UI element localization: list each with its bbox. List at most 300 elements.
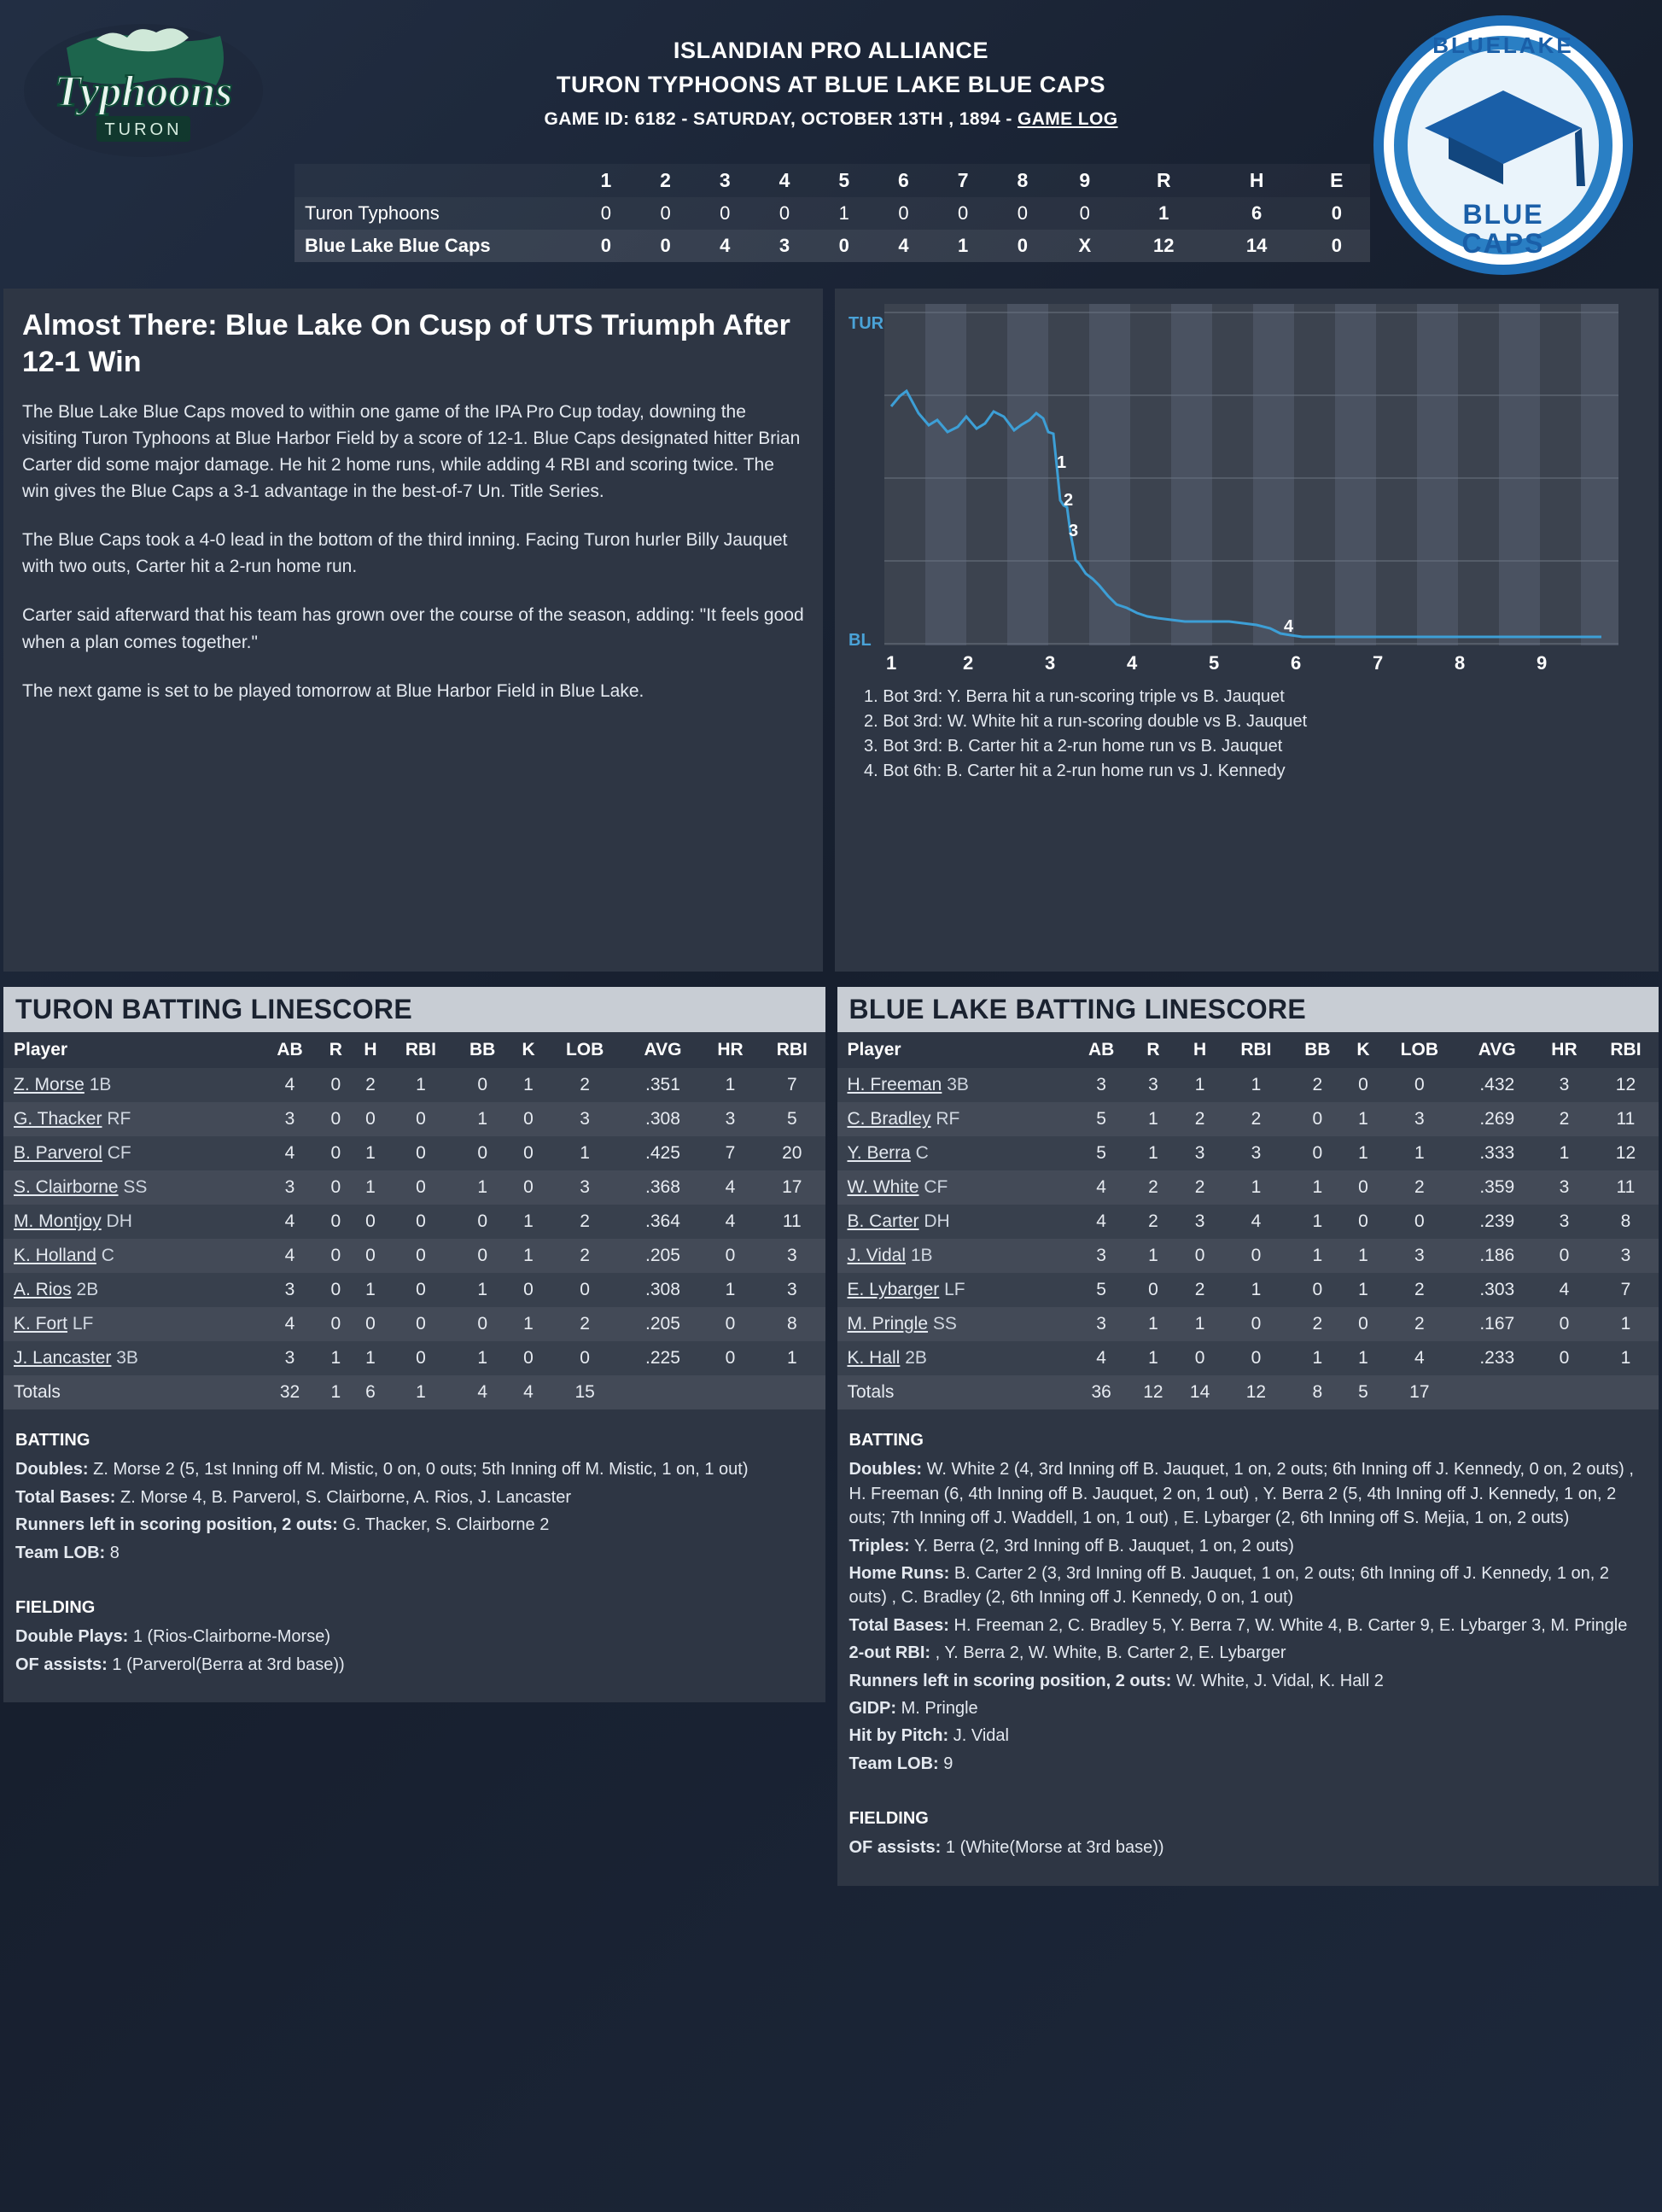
svg-text:1: 1 [886, 652, 897, 674]
totals-avg [1458, 1375, 1536, 1409]
player-link[interactable]: G. Thacker [14, 1109, 102, 1129]
turon-player-6 [3, 1273, 261, 1307]
turon-col-avg: AVG [624, 1032, 702, 1068]
turon-totals-row [3, 1375, 825, 1409]
cell-k: 0 [523, 1348, 534, 1368]
cell-hr: 4 [725, 1177, 736, 1197]
bluelake-col-ab: AB [1073, 1032, 1130, 1068]
cell-h: 1 [1194, 1075, 1205, 1094]
linescore-away-inn8: 0 [1017, 202, 1029, 224]
svg-text:3: 3 [1045, 652, 1056, 674]
cell-r: 1 [1148, 1246, 1158, 1265]
cell-ab: 4 [284, 1143, 295, 1163]
linescore-col-team [294, 164, 576, 197]
linescore-col-4: 4 [755, 164, 814, 197]
player-position: LF [944, 1280, 965, 1299]
cell-rbi: 0 [416, 1348, 426, 1368]
player-link[interactable]: Z. Morse [14, 1075, 85, 1094]
win-probability-svg [884, 304, 1618, 680]
cell-rbi: 3 [1251, 1143, 1262, 1163]
bluelake-col-bb: BB [1289, 1032, 1346, 1068]
cell-bb: 2 [1312, 1075, 1323, 1094]
cell-bb: 1 [1312, 1348, 1323, 1368]
cell-bb: 0 [477, 1314, 487, 1334]
player-position: LF [72, 1314, 94, 1334]
line-text: W. White 2 (4, 3rd Inning off B. Jauquet, 1 on, 2 outs; 6th Inning off J. Kennedy, 0 on, 2 outs) , H. Freeman (6, 4th Inning off B. Jauquet, 2 on, 1 out) , Y. Berra 2 (5, 4th Inning off J. Kennedy, 1 on, 2 outs; 7th Inning off J. Waddell, 1 on, 1 out) , E. Lybarger (2, 6th Inning off S. Mejia, 1 on, 2 outs) [848, 1460, 1634, 1528]
linescore-col-3: 3 [695, 164, 755, 197]
bluelake-batting-line-1 [849, 1534, 1647, 1558]
player-position: 2B [905, 1348, 927, 1368]
spacer [849, 1779, 1647, 1798]
bluelake-batting-column [837, 987, 1659, 1886]
bluelake-player-4 [837, 1205, 1073, 1239]
chart-note-4: 4. Bot 6th: B. Carter hit a 2-run home run vs J. Kennedy [864, 762, 1286, 780]
recap-paragraph-4: The next game is set to be played tomorrow at Blue Harbor Field in Blue Lake. [22, 680, 644, 701]
bluelake-player-3 [837, 1170, 1073, 1205]
svg-text:3: 3 [1069, 522, 1079, 540]
cell-hr: 1 [725, 1075, 736, 1094]
player-position: C [101, 1246, 114, 1265]
table-row [837, 1307, 1659, 1341]
cell-h: 2 [365, 1075, 376, 1094]
player-link[interactable]: B. Parverol [14, 1143, 102, 1163]
player-position: CF [924, 1177, 948, 1197]
turon-col-k: K [511, 1032, 546, 1068]
table-row [3, 1205, 825, 1239]
line-label: Doubles: [15, 1460, 89, 1480]
line-label: Runners left in scoring position, 2 outs: [848, 1671, 1172, 1690]
linescore-col-7: 7 [933, 164, 993, 197]
player-position: 3B [116, 1348, 138, 1368]
turon-col-rbi: RBI [388, 1032, 453, 1068]
table-row [837, 1136, 1659, 1170]
cell-ab: 3 [284, 1109, 295, 1129]
cell-lob: 2 [1414, 1314, 1425, 1334]
cell-ab: 4 [284, 1314, 295, 1334]
cell-ab: 5 [1096, 1280, 1106, 1299]
line-label: OF assists: [15, 1655, 108, 1674]
totals-r: 12 [1143, 1382, 1163, 1402]
bluelake-col-hr: HR [1536, 1032, 1593, 1068]
table-row [837, 1068, 1659, 1102]
linescore-away-inn7: 0 [958, 202, 969, 224]
bluelake-col-k: K [1346, 1032, 1380, 1068]
cell-hr: 7 [725, 1143, 736, 1163]
cell-bb: 2 [1312, 1314, 1323, 1334]
cell-r: 0 [330, 1177, 341, 1197]
player-link[interactable]: J. Lancaster [14, 1348, 112, 1368]
svg-text:8: 8 [1455, 652, 1466, 674]
cell-h: 1 [365, 1348, 376, 1368]
chart-axis-label-bl: BL [848, 631, 872, 650]
table-row [3, 1273, 825, 1307]
table-row [837, 1239, 1659, 1273]
chart-plot-area [848, 304, 1643, 680]
linescore-home-hits: 14 [1245, 235, 1268, 256]
player-position: RF [936, 1109, 960, 1129]
bluelake-batting-line-5 [849, 1669, 1647, 1693]
turon-player-4 [3, 1205, 261, 1239]
cell-avg: .269 [1479, 1109, 1515, 1129]
cell-rbi-season: 11 [1616, 1109, 1636, 1129]
cell-k: 1 [523, 1075, 534, 1094]
cell-rbi: 0 [416, 1246, 426, 1265]
chart-axis-label-tur: TUR [848, 314, 884, 333]
cell-rbi: 1 [1251, 1075, 1262, 1094]
turon-col-r: R [318, 1032, 353, 1068]
linescore-home-runs: 12 [1153, 235, 1175, 256]
cell-bb: 0 [477, 1246, 487, 1265]
totals-h: 6 [365, 1382, 376, 1402]
cell-lob: 0 [580, 1280, 590, 1299]
cell-lob: 4 [1414, 1348, 1425, 1368]
line-label: Total Bases: [848, 1615, 949, 1635]
cell-lob: 3 [1414, 1246, 1425, 1265]
bluelake-batting-head: BATTING [848, 1431, 924, 1450]
line-label: Team LOB: [848, 1754, 939, 1773]
cell-r: 0 [330, 1211, 341, 1231]
bluelake-batting-line-0 [849, 1457, 1647, 1530]
linescore-away-inn2: 0 [660, 202, 671, 224]
cell-lob: 3 [1414, 1109, 1425, 1129]
svg-text:Typhoons: Typhoons [54, 67, 233, 116]
cell-ab: 4 [1096, 1348, 1106, 1368]
cell-avg: .225 [645, 1348, 680, 1368]
player-link[interactable]: E. Lybarger [847, 1280, 940, 1299]
bluelake-batting-title: BLUE LAKE BATTING LINESCORE [837, 987, 1659, 1032]
cell-bb: 1 [1312, 1246, 1323, 1265]
cell-ab: 3 [284, 1280, 295, 1299]
cell-k: 0 [523, 1109, 534, 1129]
cell-lob: 0 [1414, 1075, 1425, 1094]
cell-r: 0 [330, 1109, 341, 1129]
chart-note-1: 1. Bot 3rd: Y. Berra hit a run-scoring triple vs B. Jauquet [864, 687, 1285, 706]
table-row [837, 1341, 1659, 1375]
linescore-col-6: 6 [874, 164, 934, 197]
linescore-away-hits: 6 [1251, 202, 1263, 224]
player-link[interactable]: M. Pringle [847, 1314, 929, 1334]
cell-lob: 2 [1414, 1280, 1425, 1299]
totals-h: 14 [1189, 1382, 1210, 1402]
cell-bb: 0 [1312, 1143, 1323, 1163]
player-position: RF [107, 1109, 131, 1129]
player-position: 3B [947, 1075, 969, 1094]
player-link[interactable]: B. Carter [847, 1211, 919, 1231]
linescore-col-8: 8 [993, 164, 1053, 197]
batting-linescores [0, 972, 1662, 1886]
player-position: DH [924, 1211, 950, 1231]
cell-k: 1 [1358, 1348, 1368, 1368]
line-label: Double Plays: [15, 1627, 129, 1647]
cell-r: 2 [1148, 1211, 1158, 1231]
turon-col-lob: LOB [545, 1032, 624, 1068]
player-link[interactable]: J. Vidal [847, 1246, 906, 1265]
linescore-header-row [294, 164, 1370, 197]
turon-col-hr: HR [702, 1032, 759, 1068]
player-link[interactable]: H. Freeman [847, 1075, 942, 1094]
cell-ab: 3 [284, 1177, 295, 1197]
linescore-home-inn8: 0 [1017, 235, 1029, 256]
cell-rbi-season: 17 [782, 1177, 802, 1197]
cell-k: 0 [523, 1177, 534, 1197]
turon-batting-line-0 [15, 1457, 814, 1481]
line-text: 9 [938, 1754, 953, 1773]
line-label: Home Runs: [848, 1563, 950, 1583]
player-link[interactable]: K. Fort [14, 1314, 68, 1334]
linescore-col-9: 9 [1053, 164, 1117, 197]
linescore-away-inn9: 0 [1079, 202, 1090, 224]
cell-hr: 4 [1559, 1280, 1570, 1299]
player-position: SS [123, 1177, 148, 1197]
cell-lob: 0 [580, 1348, 590, 1368]
linescore-table-wrapper [294, 164, 1370, 262]
totals-ab: 32 [279, 1382, 300, 1402]
cell-rbi-season: 3 [786, 1246, 797, 1265]
cell-r: 0 [330, 1143, 341, 1163]
totals-rbi-season [1593, 1375, 1659, 1409]
cell-k: 0 [1358, 1075, 1368, 1094]
bluelake-col-r: R [1130, 1032, 1177, 1068]
player-link[interactable]: K. Holland [14, 1246, 96, 1265]
linescore-home-inn7: 1 [958, 235, 969, 256]
player-position: SS [932, 1314, 957, 1334]
player-link[interactable]: Y. Berra [847, 1143, 911, 1163]
line-text: 1 (White(Morse at 3rd base)) [941, 1838, 1164, 1858]
game-info-text: GAME ID: 6182 - SATURDAY, OCTOBER 13TH , 1894 - [544, 109, 1018, 129]
cell-avg: .308 [645, 1280, 680, 1299]
player-link[interactable]: A. Rios [14, 1280, 72, 1299]
svg-text:CAPS: CAPS [1461, 228, 1545, 259]
cell-avg: .233 [1479, 1348, 1515, 1368]
cell-k: 0 [1358, 1177, 1368, 1197]
bluelake-col-player: Player [837, 1032, 1073, 1068]
turon-col-h: H [353, 1032, 388, 1068]
svg-text:4: 4 [1127, 652, 1138, 674]
line-text: , Y. Berra 2, W. White, B. Carter 2, E. Lybarger [930, 1643, 1286, 1663]
cell-ab: 3 [1096, 1075, 1106, 1094]
totals-k: 5 [1358, 1382, 1368, 1402]
bluelake-batting-line-7 [849, 1724, 1647, 1748]
cell-rbi: 4 [1251, 1211, 1262, 1231]
turon-player-5 [3, 1239, 261, 1273]
line-text: H. Freeman 2, C. Bradley 5, Y. Berra 7, W. White 4, B. Carter 9, E. Lybarger 3, M. Pringle [948, 1615, 1628, 1635]
cell-hr: 1 [1559, 1143, 1570, 1163]
line-text: Z. Morse 2 (5, 1st Inning off M. Mistic, 0 on, 0 outs; 5th Inning off M. Mistic, 1 on, 1 out) [88, 1460, 749, 1480]
player-position: 2B [76, 1280, 99, 1299]
bluelake-batting-line-2 [849, 1561, 1647, 1610]
linescore-home-inn3: 4 [720, 235, 731, 256]
cell-rbi: 0 [416, 1314, 426, 1334]
table-row [837, 1273, 1659, 1307]
chart-note-2: 2. Bot 3rd: W. White hit a run-scoring double vs B. Jauquet [864, 712, 1308, 731]
cell-rbi-season: 11 [1616, 1177, 1636, 1197]
cell-r: 1 [1148, 1348, 1158, 1368]
svg-text:5: 5 [1209, 652, 1220, 674]
cell-rbi: 0 [416, 1143, 426, 1163]
cell-avg: .308 [645, 1109, 680, 1129]
cell-hr: 0 [1559, 1314, 1570, 1334]
cell-lob: 2 [580, 1246, 590, 1265]
cell-ab: 4 [284, 1211, 295, 1231]
cell-ab: 4 [284, 1075, 295, 1094]
linescore-away-inn5: 1 [838, 202, 849, 224]
cell-h: 1 [365, 1280, 376, 1299]
totals-rbi: 12 [1245, 1382, 1267, 1402]
chart-notes [864, 685, 1643, 784]
cell-lob: 3 [580, 1177, 590, 1197]
cell-bb: 1 [1312, 1211, 1323, 1231]
cell-ab: 3 [284, 1348, 295, 1368]
cell-k: 1 [1358, 1280, 1368, 1299]
cell-avg: .364 [645, 1211, 680, 1231]
totals-k: 4 [523, 1382, 534, 1402]
line-label: Total Bases: [15, 1487, 116, 1507]
cell-r: 0 [330, 1246, 341, 1265]
line-text: G. Thacker, S. Clairborne 2 [337, 1515, 550, 1535]
cell-bb: 1 [477, 1177, 487, 1197]
player-link[interactable]: K. Hall [847, 1348, 901, 1368]
totals-rbi-season [759, 1375, 825, 1409]
recap-paragraph-2: The Blue Caps took a 4-0 lead in the bottom of the third inning. Facing Turon hurler Billy Jauquet with two outs, Carter hit a 2-run home run. [22, 530, 788, 577]
player-link[interactable]: C. Bradley [847, 1109, 931, 1129]
cell-bb: 1 [477, 1348, 487, 1368]
cell-bb: 0 [477, 1075, 487, 1094]
cell-r: 3 [1148, 1075, 1158, 1094]
turon-batting-column [3, 987, 825, 1886]
bluelake-col-rbi-season: RBI [1593, 1032, 1659, 1068]
cell-rbi-season: 8 [786, 1314, 797, 1334]
totals-lob: 15 [574, 1382, 595, 1402]
cell-hr: 3 [1559, 1211, 1570, 1231]
cell-k: 0 [523, 1143, 534, 1163]
cell-avg: .186 [1479, 1246, 1515, 1265]
table-row [837, 1170, 1659, 1205]
svg-text:7: 7 [1373, 652, 1384, 674]
totals-r: 1 [330, 1382, 341, 1402]
linescore-home-inn4: 3 [779, 235, 790, 256]
player-position: 1B [910, 1246, 933, 1265]
turon-batting-line-1 [15, 1485, 814, 1509]
totals-lob: 17 [1409, 1382, 1430, 1402]
table-row [3, 1136, 825, 1170]
game-recap-panel [3, 289, 823, 972]
line-text: Y. Berra (2, 3rd Inning off B. Jauquet, 1 on, 2 outs) [909, 1536, 1294, 1555]
linescore-col-5: 5 [814, 164, 874, 197]
bluelake-batting-line-4 [849, 1641, 1647, 1665]
cell-rbi: 0 [1251, 1314, 1262, 1334]
cell-h: 1 [365, 1143, 376, 1163]
linescore-col-e: E [1303, 164, 1370, 197]
win-probability-chart-panel [835, 289, 1659, 972]
cell-h: 3 [1194, 1143, 1205, 1163]
cell-avg: .205 [645, 1314, 680, 1334]
cell-h: 1 [1194, 1314, 1205, 1334]
linescore-away-runs: 1 [1158, 202, 1169, 224]
cell-hr: 0 [725, 1246, 736, 1265]
bluelake-batting-line-8 [849, 1752, 1647, 1776]
linescore-col-h: H [1210, 164, 1303, 197]
turon-player-8 [3, 1341, 261, 1375]
typhoons-logo [15, 14, 271, 167]
cell-r: 0 [330, 1280, 341, 1299]
turon-batting-table [3, 1032, 825, 1409]
table-row [3, 1170, 825, 1205]
linescore-table [294, 164, 1370, 262]
bluelake-col-lob: LOB [1380, 1032, 1458, 1068]
line-text: Z. Morse 4, B. Parverol, S. Clairborne, A. Rios, J. Lancaster [115, 1487, 571, 1507]
cell-ab: 3 [1096, 1314, 1106, 1334]
cell-lob: 0 [1414, 1211, 1425, 1231]
cell-bb: 1 [477, 1280, 487, 1299]
turon-notes [3, 1409, 825, 1702]
page-header [0, 0, 1662, 289]
svg-text:BLUELAKE: BLUELAKE [1432, 32, 1574, 58]
linescore-col-1: 1 [576, 164, 636, 197]
cell-rbi-season: 1 [786, 1348, 797, 1368]
line-label: 2-out RBI: [848, 1643, 931, 1663]
cell-h: 2 [1194, 1109, 1205, 1129]
table-row [837, 1102, 1659, 1136]
bluelake-col-h: H [1176, 1032, 1223, 1068]
linescore-home-inn9: X [1078, 235, 1092, 256]
cell-hr: 0 [1559, 1246, 1570, 1265]
cell-rbi-season: 11 [782, 1211, 802, 1231]
bluelake-player-6 [837, 1273, 1073, 1307]
bluelake-player-5 [837, 1239, 1073, 1273]
cell-rbi: 0 [416, 1211, 426, 1231]
player-position: DH [106, 1211, 132, 1231]
cell-k: 1 [523, 1211, 534, 1231]
linescore-row-home [294, 230, 1370, 262]
player-link[interactable]: W. White [847, 1177, 919, 1197]
linescore-home-inn5: 0 [838, 235, 849, 256]
player-link[interactable]: S. Clairborne [14, 1177, 119, 1197]
bluelake-totals-row [837, 1375, 1659, 1409]
line-text: J. Vidal [948, 1726, 1009, 1746]
turon-fielding-line-1 [15, 1653, 814, 1677]
cell-lob: 1 [580, 1143, 590, 1163]
cell-rbi-season: 5 [786, 1109, 797, 1129]
cell-r: 1 [1148, 1314, 1158, 1334]
turon-player-2 [3, 1136, 261, 1170]
cell-h: 0 [1194, 1348, 1205, 1368]
linescore-col-2: 2 [636, 164, 696, 197]
line-text: B. Carter 2 (3, 3rd Inning off B. Jauquet, 1 on, 2 outs; 6th Inning off J. Kennedy, 1 on, 2 outs) , C. Bradley (2, 6th Inning off J. Kennedy, 0 on, 1 out) [848, 1563, 1610, 1608]
line-label: Hit by Pitch: [848, 1726, 949, 1746]
totals-avg [624, 1375, 702, 1409]
game-log-link[interactable]: GAME LOG [1017, 109, 1118, 129]
linescore-away-inn1: 0 [600, 202, 611, 224]
cell-avg: .425 [645, 1143, 680, 1163]
svg-text:2: 2 [1064, 491, 1074, 510]
line-label: GIDP: [848, 1698, 897, 1718]
linescore-home-team: Blue Lake Blue Caps [305, 235, 491, 256]
player-link[interactable]: M. Montjoy [14, 1211, 102, 1231]
cell-rbi: 0 [416, 1177, 426, 1197]
cell-k: 1 [1358, 1143, 1368, 1163]
totals-bb: 8 [1312, 1382, 1323, 1402]
cell-avg: .351 [645, 1075, 680, 1094]
cell-bb: 0 [1312, 1280, 1323, 1299]
svg-text:9: 9 [1537, 652, 1548, 674]
bluelake-player-1 [837, 1102, 1073, 1136]
cell-bb: 0 [477, 1211, 487, 1231]
cell-rbi-season: 3 [786, 1280, 797, 1299]
line-text: 1 (Parverol(Berra at 3rd base)) [107, 1655, 345, 1674]
cell-avg: .368 [645, 1177, 680, 1197]
cell-rbi: 0 [1251, 1348, 1262, 1368]
matchup-title: TURON TYPHOONS AT BLUE LAKE BLUE CAPS [556, 72, 1106, 97]
